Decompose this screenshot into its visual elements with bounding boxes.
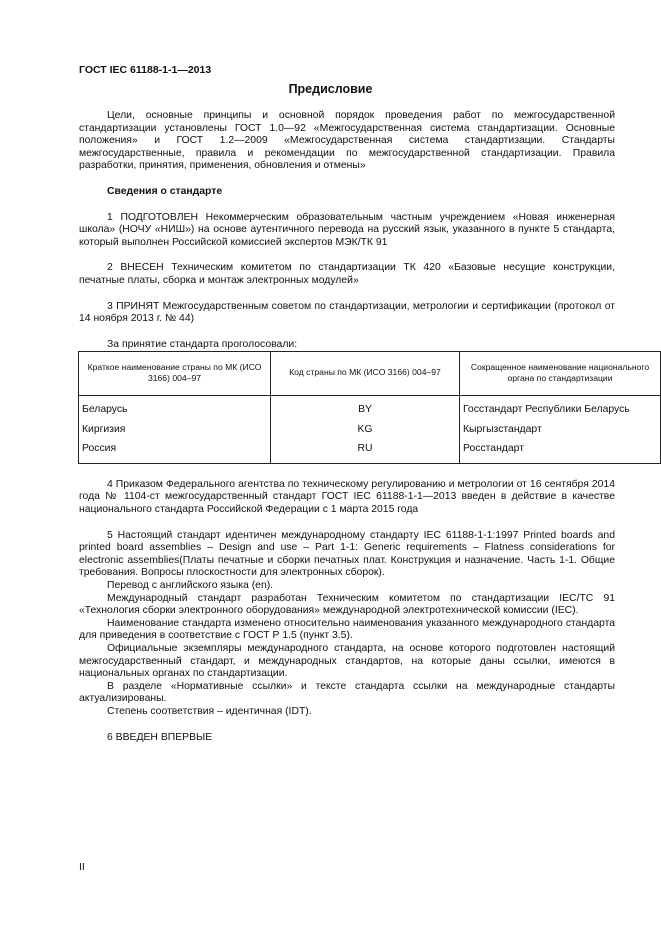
item-5-paragraph: Международный стандарт разработан Техническим комитетом по стандартизации IEC/TC 91 «Технология сборки электронного оборудования» международной электротехнической комиссии (IEC).: [79, 592, 615, 617]
table-header: Сокращенное наименование национального органа по стандартизации: [460, 352, 661, 396]
page-title: Предисловие: [288, 82, 373, 96]
item-5-paragraph: Степень соответствия – идентичная (IDT).: [107, 705, 312, 717]
table-cell: Беларусь: [82, 404, 128, 416]
table-cell: KG: [357, 423, 373, 435]
item-4: 4 Приказом Федерального агентства по техническому регулированию и метрологии от 16 сентября 2014 года № 1104-ст межгосударственный стандарт ГОСТ IEC 61188-1-1—2013 введен в действие в качестве национального стандарта Российской Федерации с 1 марта 2015 года: [79, 478, 615, 515]
table-cell: Росстандарт: [463, 443, 524, 455]
item-5-paragraph: Перевод с английского языка (en).: [107, 579, 274, 591]
country-codes-cell: [271, 396, 460, 464]
item-5-paragraph: В разделе «Нормативные ссылки» и тексте стандарта ссылки на международные стандарты актуализированы.: [79, 680, 615, 705]
document-body: [79, 110, 650, 744]
item-6: 6 ВВЕДЕН ВПЕРВЫЕ: [107, 731, 213, 743]
intro-paragraph: Цели, основные принципы и основной порядок проведения работ по межгосударственной стандартизации установлены ГОСТ 1.0—92 «Межгосударственная система стандартизации. Основные положения» и ГОСТ 1.2—2009 «Межгосударственная система стандартизации. Стандарты межгосударственные, правила и рекомендации по межгосударственной стандартизации. Правила разработки, принятия, применения, обновления и отмены»: [79, 110, 615, 172]
vote-caption: За принятие стандарта проголосовали:: [107, 338, 298, 350]
item-5-paragraph: 5 Настоящий стандарт идентичен международному стандарту IEC 61188-1-1:1997 Printed boards and printed board assemblies – Design and use – Part 1-1: Generic requirements – Flatness considerations for electronic assemblies(Платы печатные и сборки печатных плат. Конструкция и назначение. Часть 1-1. Общие требования. Вопросы плоскостности для электронных сборок).: [79, 529, 615, 579]
page-number: II: [79, 862, 85, 873]
item-3: 3 ПРИНЯТ Межгосударственным советом по стандартизации, метрологии и сертификации (протокол от 14 ноября 2013 г. № 44): [79, 300, 615, 325]
item-5-paragraph: Официальные экземпляры международного стандарта, на основе которого подготовлен настоящий межгосударственный стандарт, и международных стандартов, на которые даны ссылки, имеются в национальных органах по стандартизации.: [79, 642, 615, 680]
country-names-cell: [79, 396, 271, 464]
item-5-paragraph: Наименование стандарта изменено относительно наименования указанного международного стандарта для приведения в соответствие с ГОСТ Р 1.5 (пункт 3.5).: [79, 617, 615, 642]
table-header: Краткое наименование страны по МК (ИСО 3166) 004–97: [79, 352, 271, 396]
document-header: ГОСТ IEC 61188-1-1—2013: [79, 64, 212, 76]
info-heading: Сведения о стандарте: [107, 185, 223, 197]
table-cell: RU: [357, 443, 373, 455]
table-body: [79, 396, 661, 464]
table-cell: Киргизия: [82, 423, 126, 435]
table-header-row: [79, 352, 661, 396]
voting-table: [78, 351, 661, 464]
table-header: Код страны по МК (ИСО 3166) 004–97: [271, 352, 460, 396]
table-cell: Кыргызстандарт: [463, 423, 542, 435]
table-cell: Россия: [82, 443, 117, 455]
national-bodies-cell: [460, 396, 661, 464]
table-cell: BY: [358, 404, 372, 416]
item-2: 2 ВНЕСЕН Техническим комитетом по стандартизации ТК 420 «Базовые несущие конструкции, печатные платы, сборка и монтаж электронных модулей»: [79, 262, 615, 286]
item-1: 1 ПОДГОТОВЛЕН Некоммерческим образовательным частным учреждением «Новая инженерная школа» (НОЧУ «НИШ») на основе аутентичного перевода на русский язык, указанного в пункте 5 стандарта, который выполнен Российской комиссией экспертов МЭК/ТК 91: [79, 211, 615, 248]
table-cell: Госстандарт Республики Беларусь: [463, 404, 630, 416]
